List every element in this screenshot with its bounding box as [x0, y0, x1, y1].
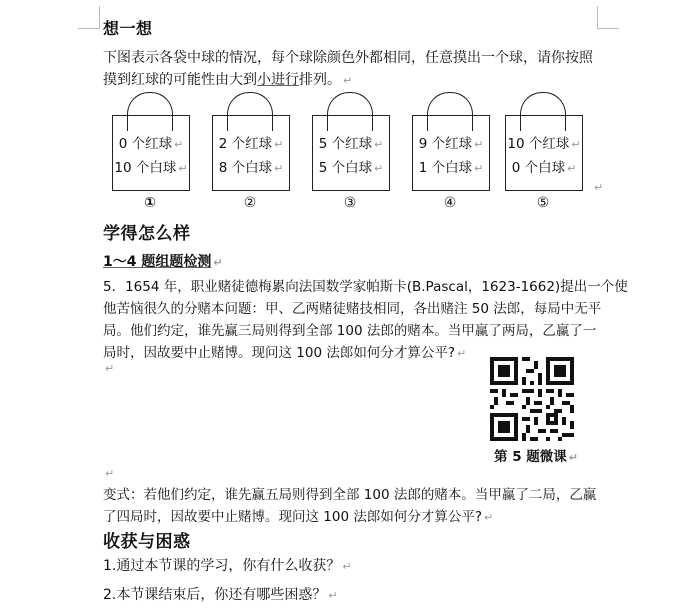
paragraph-mark-icon: ↵ — [178, 162, 188, 175]
paragraph-mark-icon: ↵ — [328, 589, 338, 602]
bag-label-5: ⑤ — [536, 195, 550, 211]
bag-red-count: 9 个红球 ↵ — [418, 136, 484, 152]
section-title-think: 想一想 — [103, 19, 153, 38]
intro-line-2-a: 摸到红球的可能性由大到 — [103, 72, 257, 88]
bag-label-1: ① — [144, 195, 156, 211]
paragraph-mark-icon: ↵ — [474, 138, 484, 151]
bag-label-4: ④ — [443, 195, 457, 211]
bag-1 — [112, 115, 190, 191]
paragraph-mark-icon: ↵ — [594, 181, 604, 194]
crop-mark-right-v — [597, 6, 598, 28]
paragraph-mark-icon: ↵ — [213, 256, 223, 269]
qr-code-icon[interactable] — [490, 357, 574, 441]
bag-label-3: ③ — [343, 195, 357, 211]
paragraph-mark-icon: ↵ — [105, 362, 115, 375]
crop-mark-left-h — [78, 28, 100, 29]
paragraph-mark-icon: ↵ — [571, 138, 581, 151]
bag-label-2: ② — [243, 195, 257, 211]
question-5-line-2: 他苦恼很久的分赌本问题：甲、乙两赌徒赌技相同，各出赌注 50 法郎，每局中无平 — [103, 301, 602, 317]
paragraph-mark-icon: ↵ — [342, 560, 352, 573]
intro-line-1: 下图表示各袋中球的情况，每个球除颜色外都相同，任意摸出一个球，请你按照 — [103, 50, 593, 66]
qr-caption: 第 5 题微课 ↵ — [494, 449, 579, 465]
paragraph-mark-icon: ↵ — [374, 162, 384, 175]
paragraph-mark-icon: ↵ — [274, 138, 284, 151]
bag-5 — [505, 115, 583, 191]
question-5-line-1: 5．1654 年，职业赌徒德梅累向法国数学家帕斯卡(B.Pascal，1623-1662)提出一个使 — [103, 279, 628, 295]
bag-4 — [412, 115, 490, 191]
bag-white-count: 10 个白球 ↵ — [114, 160, 188, 176]
question-5-line-3: 局。他们约定，谁先赢三局则得到全部 100 法郎的赌本。当甲赢了两局，乙赢了一 — [103, 323, 597, 339]
paragraph-mark-icon: ↵ — [474, 162, 484, 175]
intro-line-2 — [103, 69, 352, 92]
bag-handle — [520, 92, 566, 131]
bag-handle — [127, 92, 173, 131]
bag-red-count: 2 个红球 ↵ — [218, 136, 284, 152]
bag-white-count: 1 个白球 ↵ — [418, 160, 484, 176]
bag-2 — [212, 115, 290, 191]
bag-red-count: 5 个红球 ↵ — [318, 136, 384, 152]
reflection-item-1: 1.通过本节课的学习，你有什么收获？ ↵ — [103, 558, 352, 574]
bag-red-count: 0 个红球 ↵ — [118, 136, 184, 152]
paragraph-mark-icon: ↵ — [274, 162, 284, 175]
crop-mark-right-h — [597, 28, 619, 29]
paragraph-mark-icon: ↵ — [484, 511, 494, 524]
paragraph-mark-icon: ↵ — [174, 138, 184, 151]
bag-handle — [227, 92, 273, 131]
paragraph-mark-icon: ↵ — [374, 138, 384, 151]
section-title-assessment: 学得怎么样 — [103, 224, 191, 244]
paragraph-mark-icon: ↵ — [457, 347, 467, 360]
bag-handle — [327, 92, 373, 131]
bag-white-count: 8 个白球 ↵ — [218, 160, 284, 176]
paragraph-mark-icon: ↵ — [567, 162, 577, 175]
bag-white-count: 5 个白球 ↵ — [318, 160, 384, 176]
paragraph-mark-icon: ↵ — [568, 451, 579, 464]
crop-mark-left-v — [99, 6, 100, 28]
intro-line-2-underlined: 小进行 — [257, 72, 299, 88]
variant-line-2: 了四局时，因故要中止赌博。现问这 100 法郎如何分才算公平? ↵ — [103, 509, 494, 525]
bag-red-count: 10 个红球 ↵ — [507, 136, 581, 152]
intro-line-2-c: 排列。 — [299, 72, 341, 88]
group-check-subtitle: 1～4 题组题检测 ↵ — [103, 254, 223, 270]
variant-line-1: 变式：若他们约定，谁先赢五局则得到全部 100 法郎的赌本。当甲赢了二局，乙赢 — [103, 487, 597, 503]
paragraph-mark-icon: ↵ — [343, 74, 353, 87]
question-5-line-4: 局时，因故要中止赌博。现问这 100 法郎如何分才算公平? ↵ — [103, 345, 467, 361]
bag-white-count: 0 个白球 ↵ — [511, 160, 577, 176]
reflection-item-2: 2.本节课结束后，你还有哪些困惑？ ↵ — [103, 587, 338, 603]
bag-handle — [427, 92, 473, 131]
section-title-reflection: 收获与困惑 — [103, 532, 191, 552]
bag-3 — [312, 115, 390, 191]
paragraph-mark-icon: ↵ — [105, 467, 115, 480]
